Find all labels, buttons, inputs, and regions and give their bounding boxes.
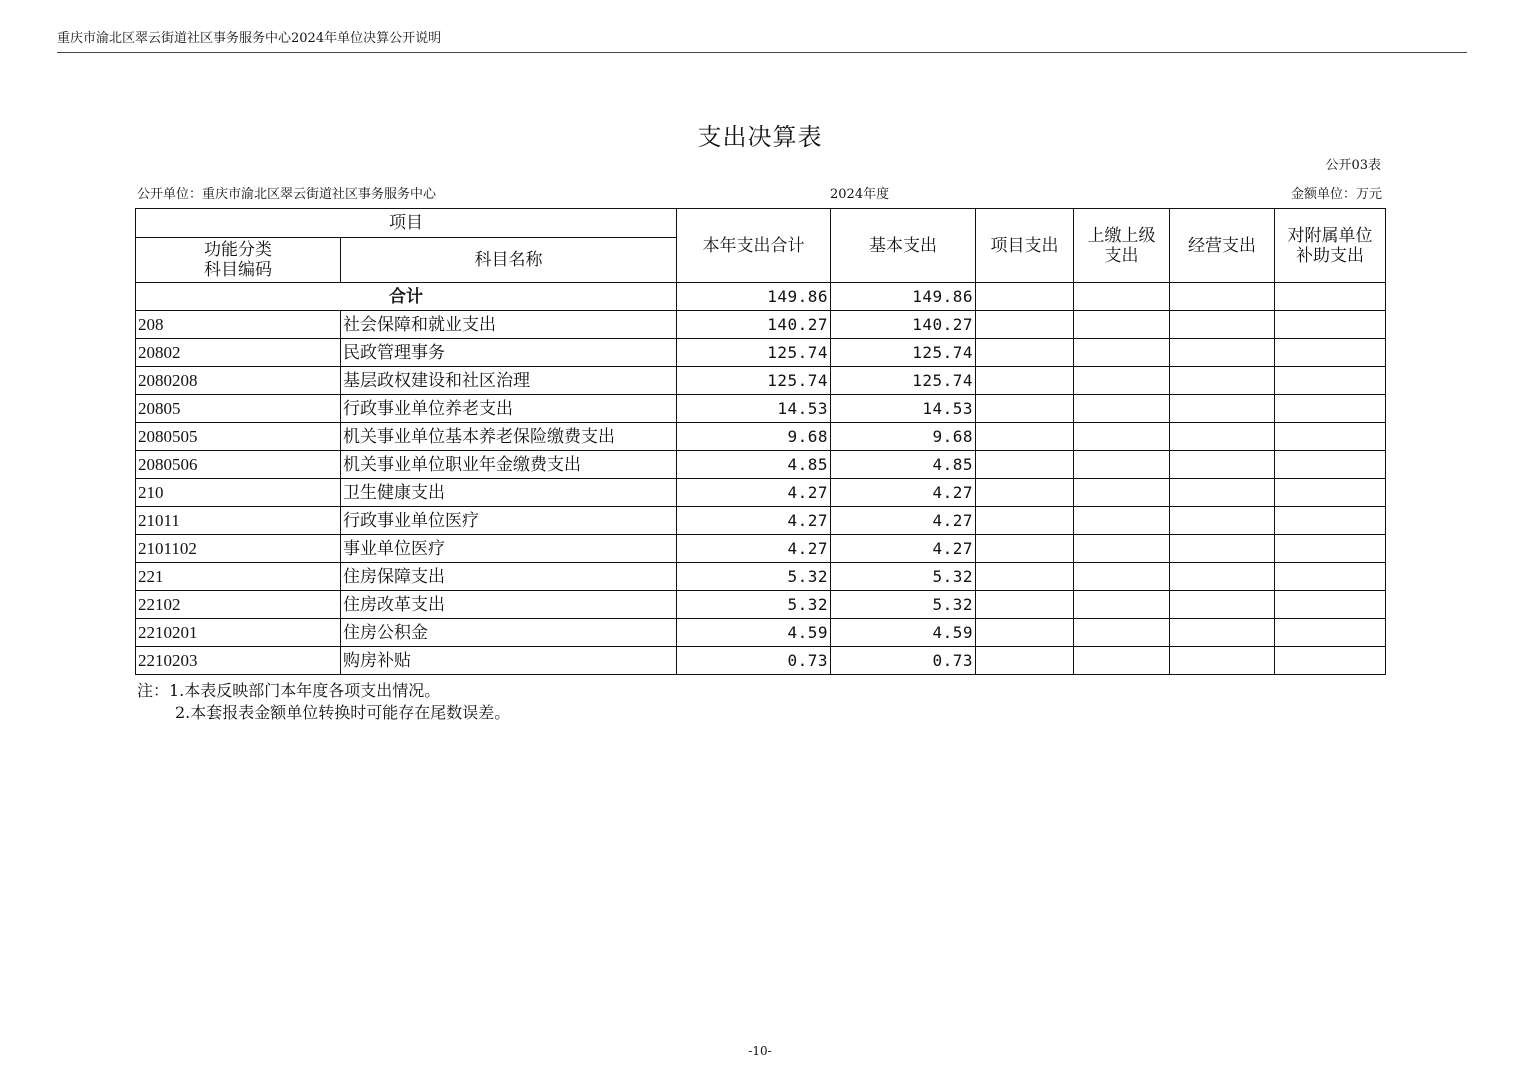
row-business	[1170, 507, 1275, 535]
row-basic: 4.27	[831, 479, 976, 507]
reporting-unit: 公开单位：重庆市渝北区翠云街道社区事务服务中心	[137, 187, 437, 202]
row-code: 208	[136, 311, 341, 339]
header-subsidy-line2: 补助支出	[1296, 245, 1364, 266]
header-upper-line1: 上缴上级	[1087, 225, 1156, 246]
row-project	[976, 339, 1074, 367]
row-total: 14.53	[677, 395, 831, 423]
row-name: 机关事业单位基本养老保险缴费支出	[341, 423, 677, 451]
row-upper	[1074, 507, 1170, 535]
row-subsidy	[1275, 479, 1386, 507]
row-upper	[1074, 591, 1170, 619]
row-total: 125.74	[677, 367, 831, 395]
table-row	[136, 367, 1386, 395]
row-business	[1170, 535, 1275, 563]
note-1: 注：1.本表反映部门本年度各项支出情况。	[137, 681, 441, 700]
row-basic: 125.74	[831, 339, 976, 367]
row-code: 2080505	[136, 423, 341, 451]
row-code: 20802	[136, 339, 341, 367]
row-basic: 4.59	[831, 619, 976, 647]
row-basic: 4.27	[831, 507, 976, 535]
row-upper	[1074, 423, 1170, 451]
table-row	[136, 619, 1386, 647]
fiscal-year: 2024年度	[830, 187, 890, 202]
row-name: 卫生健康支出	[341, 479, 677, 507]
header-code	[136, 238, 341, 283]
row-name: 民政管理事务	[341, 339, 677, 367]
row-total: 4.27	[677, 479, 831, 507]
page-number: -10-	[748, 1044, 772, 1058]
row-upper	[1074, 451, 1170, 479]
row-code: 2080208	[136, 367, 341, 395]
row-total: 125.74	[677, 339, 831, 367]
row-subsidy	[1275, 451, 1386, 479]
row-basic: 140.27	[831, 311, 976, 339]
header-upper-line2: 支出	[1104, 245, 1139, 266]
row-name: 机关事业单位职业年金缴费支出	[341, 451, 677, 479]
row-code: 22102	[136, 591, 341, 619]
row-name: 事业单位医疗	[341, 535, 677, 563]
row-subsidy	[1275, 395, 1386, 423]
header-total: 本年支出合计	[677, 209, 831, 283]
row-project	[976, 535, 1074, 563]
table-total	[136, 283, 1386, 311]
row-basic: 4.27	[831, 535, 976, 563]
row-code: 2101102	[136, 535, 341, 563]
header-basic: 基本支出	[831, 209, 976, 283]
table-row	[136, 479, 1386, 507]
row-business	[1170, 647, 1275, 675]
row-name: 行政事业单位医疗	[341, 507, 677, 535]
row-business	[1170, 563, 1275, 591]
row-total: 140.27	[677, 311, 831, 339]
row-code: 221	[136, 563, 341, 591]
row-code: 2210203	[136, 647, 341, 675]
table-row	[136, 563, 1386, 591]
row-subsidy	[1275, 507, 1386, 535]
row-subsidy	[1275, 311, 1386, 339]
row-subsidy	[1275, 339, 1386, 367]
row-project	[976, 479, 1074, 507]
row-name: 购房补贴	[341, 647, 677, 675]
row-total: 4.59	[677, 619, 831, 647]
row-basic: 125.74	[831, 367, 976, 395]
row-subsidy	[1275, 563, 1386, 591]
table-header	[136, 209, 1386, 283]
header-name: 科目名称	[341, 238, 677, 283]
row-project	[976, 619, 1074, 647]
row-business	[1170, 423, 1275, 451]
row-business	[1170, 311, 1275, 339]
header-subsidy-line1: 对附属单位	[1287, 225, 1373, 246]
header-item: 项目	[136, 209, 677, 238]
row-upper	[1074, 479, 1170, 507]
row-name: 社会保障和就业支出	[341, 311, 677, 339]
page-header: 重庆市渝北区翠云街道社区事务服务中心2024年单位决算公开说明	[57, 31, 442, 46]
row-name: 住房公积金	[341, 619, 677, 647]
row-business	[1170, 479, 1275, 507]
table-row	[136, 451, 1386, 479]
row-subsidy	[1275, 647, 1386, 675]
row-business	[1170, 339, 1275, 367]
total-upper	[1074, 283, 1170, 311]
row-basic: 5.32	[831, 591, 976, 619]
row-name: 住房改革支出	[341, 591, 677, 619]
row-upper	[1074, 563, 1170, 591]
row-total: 4.27	[677, 507, 831, 535]
row-upper	[1074, 647, 1170, 675]
table-row	[136, 311, 1386, 339]
row-basic: 14.53	[831, 395, 976, 423]
row-project	[976, 451, 1074, 479]
total-label: 合计	[136, 283, 677, 311]
row-total: 5.32	[677, 591, 831, 619]
row-project	[976, 423, 1074, 451]
note-2: 2.本套报表金额单位转换时可能存在尾数误差。	[175, 703, 511, 722]
footnotes	[137, 680, 510, 724]
total-total: 149.86	[677, 283, 831, 311]
row-total: 4.27	[677, 535, 831, 563]
total-basic: 149.86	[831, 283, 976, 311]
header-upper	[1074, 209, 1170, 283]
table-row	[136, 535, 1386, 563]
row-total: 4.85	[677, 451, 831, 479]
header-subsidy	[1275, 209, 1386, 283]
row-subsidy	[1275, 591, 1386, 619]
table-row	[136, 591, 1386, 619]
row-code: 21011	[136, 507, 341, 535]
row-project	[976, 395, 1074, 423]
header-project: 项目支出	[976, 209, 1074, 283]
row-code: 2210201	[136, 619, 341, 647]
document-title: 支出决算表	[697, 123, 823, 151]
header-code-line2: 科目编码	[204, 260, 272, 280]
header-divider	[57, 52, 1467, 53]
row-upper	[1074, 395, 1170, 423]
row-subsidy	[1275, 423, 1386, 451]
table-code: 公开03表	[1325, 158, 1381, 173]
row-upper	[1074, 367, 1170, 395]
row-code: 2080506	[136, 451, 341, 479]
currency-unit: 金额单位：万元	[1290, 187, 1382, 202]
row-upper	[1074, 535, 1170, 563]
row-name: 住房保障支出	[341, 563, 677, 591]
row-upper	[1074, 339, 1170, 367]
total-subsidy	[1275, 283, 1386, 311]
table-row	[136, 423, 1386, 451]
total-row	[136, 283, 1386, 311]
table-row	[136, 395, 1386, 423]
row-basic: 9.68	[831, 423, 976, 451]
row-total: 0.73	[677, 647, 831, 675]
row-total: 5.32	[677, 563, 831, 591]
row-basic: 4.85	[831, 451, 976, 479]
table-row	[136, 507, 1386, 535]
row-project	[976, 507, 1074, 535]
row-subsidy	[1275, 367, 1386, 395]
row-business	[1170, 591, 1275, 619]
expenditure-table	[135, 208, 1386, 675]
row-name: 基层政权建设和社区治理	[341, 367, 677, 395]
row-business	[1170, 619, 1275, 647]
row-total: 9.68	[677, 423, 831, 451]
row-basic: 5.32	[831, 563, 976, 591]
row-basic: 0.73	[831, 647, 976, 675]
row-business	[1170, 451, 1275, 479]
row-code: 20805	[136, 395, 341, 423]
meta-row	[137, 186, 1382, 204]
table-row	[136, 339, 1386, 367]
table-row	[136, 647, 1386, 675]
row-subsidy	[1275, 535, 1386, 563]
row-project	[976, 311, 1074, 339]
row-project	[976, 563, 1074, 591]
row-project	[976, 367, 1074, 395]
row-subsidy	[1275, 619, 1386, 647]
total-business	[1170, 283, 1275, 311]
row-code: 210	[136, 479, 341, 507]
row-business	[1170, 367, 1275, 395]
row-project	[976, 591, 1074, 619]
table-body	[136, 311, 1386, 675]
total-project	[976, 283, 1074, 311]
row-name: 行政事业单位养老支出	[341, 395, 677, 423]
header-code-line1: 功能分类	[204, 240, 272, 260]
row-project	[976, 647, 1074, 675]
header-business: 经营支出	[1170, 209, 1275, 283]
row-upper	[1074, 311, 1170, 339]
row-upper	[1074, 619, 1170, 647]
row-business	[1170, 395, 1275, 423]
